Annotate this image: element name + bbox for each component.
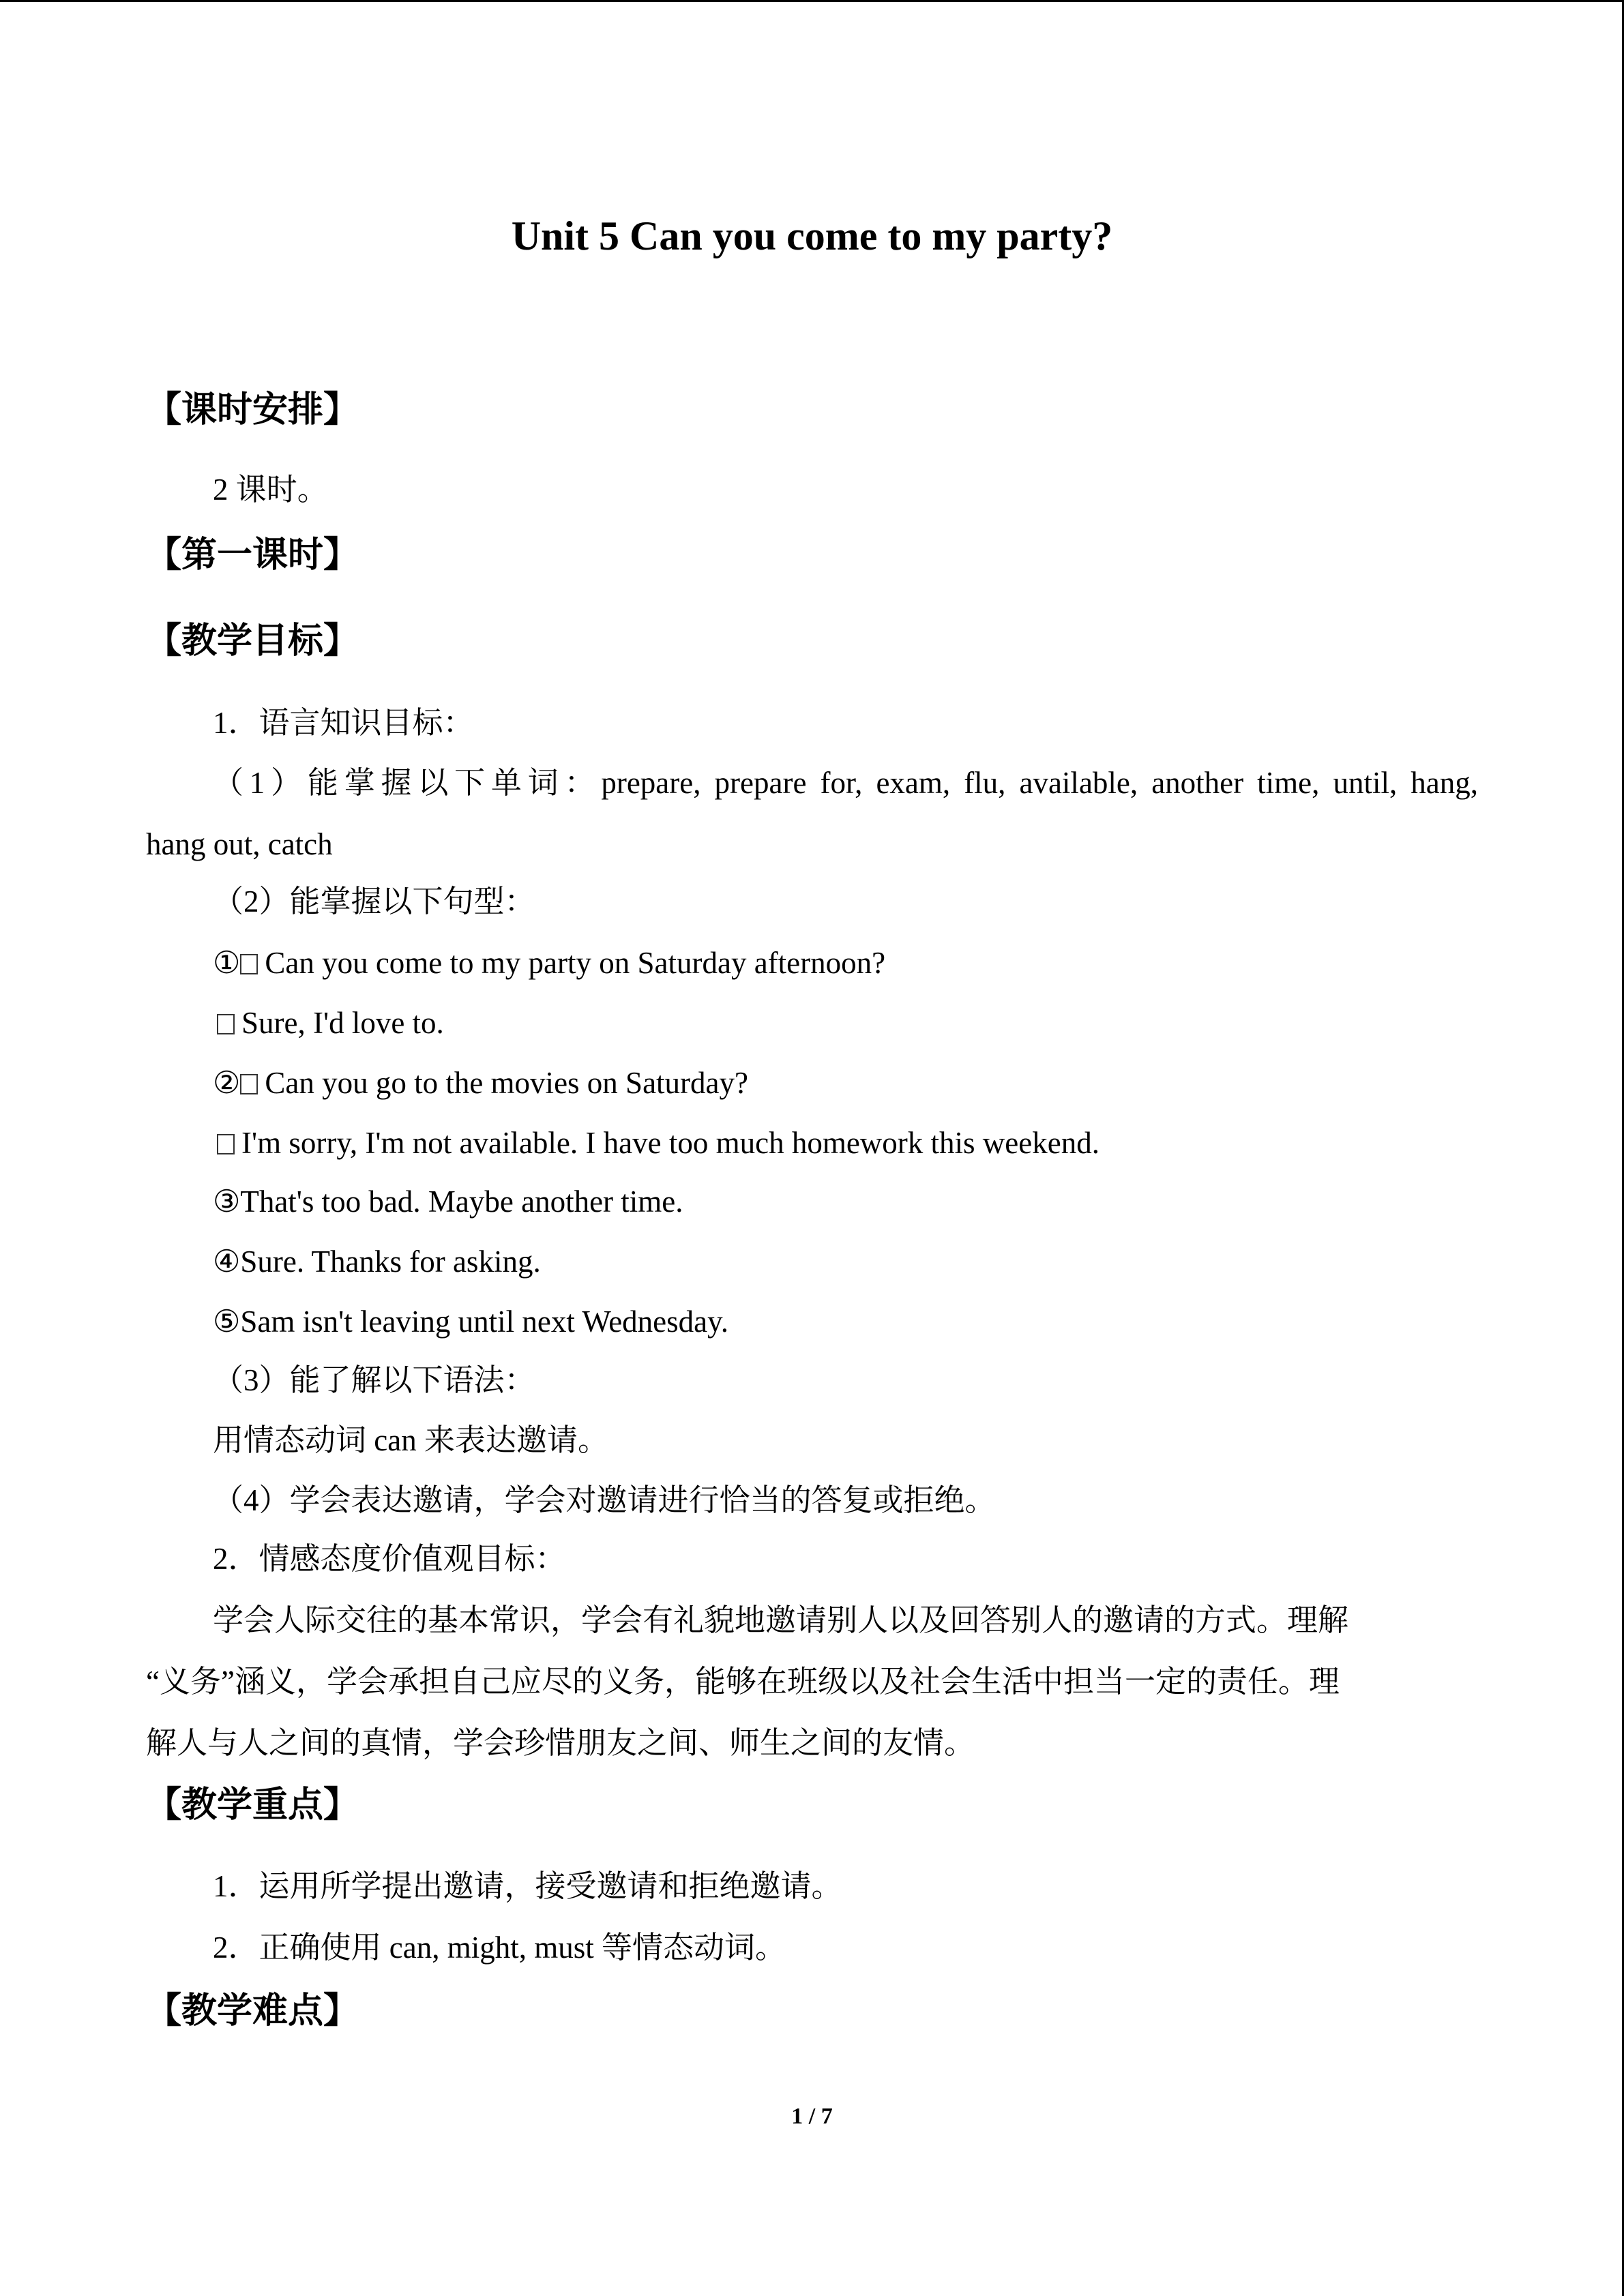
box-glyph xyxy=(217,1014,235,1034)
objective-sentences-label: （2）能掌握以下句型： xyxy=(213,884,535,919)
objective-vocab-line2: hang out, catch xyxy=(146,827,333,861)
objective-grammar-text: 用情态动词 can 来表达邀请。 xyxy=(213,1423,608,1457)
heading-key-points: 【教学重点】 xyxy=(146,1785,359,1825)
schedule-text: 2 课时。 xyxy=(213,473,328,507)
box-glyph xyxy=(240,954,258,974)
sentence-3: ③That's too bad. Maybe another time. xyxy=(213,1184,683,1219)
objective-vocab-line1: （1）能掌握以下单词：prepare, prepare for, exam, flu, available, another time, until, hang, xyxy=(213,766,1478,800)
key-point-1: 1．运用所学提出邀请，接受邀请和拒绝邀请。 xyxy=(213,1869,842,1903)
objective-grammar-label: （3）能了解以下语法： xyxy=(213,1363,535,1397)
objective-item-2-line3: 解人与人之间的真情，学会珍惜朋友之间、师生之间的友情。 xyxy=(146,1726,975,1760)
objective-item-2-line2: “义务”涵义，学会承担自己应尽的义务，能够在班级以及社会生活中担当一定的责任。理 xyxy=(146,1665,1340,1699)
box-glyph xyxy=(217,1134,235,1154)
sentence-1-text: Can you come to my party on Saturday afternoon? xyxy=(265,946,886,980)
page-number: 1 / 7 xyxy=(791,2104,833,2129)
sentence-2-number: ② xyxy=(213,1066,241,1100)
heading-schedule: 【课时安排】 xyxy=(146,389,359,430)
objective-invitation: （4）学会表达邀请，学会对邀请进行恰当的答复或拒绝。 xyxy=(213,1483,996,1517)
box-glyph xyxy=(240,1074,258,1094)
sentence-2-reply xyxy=(217,1122,1099,1163)
heading-difficulties: 【教学难点】 xyxy=(146,1991,359,2031)
key-point-2: 2．正确使用 can, might, must 等情态动词。 xyxy=(213,1930,786,1965)
objective-item-1: 1．语言知识目标： xyxy=(213,706,474,740)
objective-item-2-line1: 学会人际交往的基本常识，学会有礼貌地邀请别人以及回答别人的邀请的方式。理解 xyxy=(213,1603,1349,1637)
sentence-1-number: ① xyxy=(213,946,241,980)
objective-item-2: 2．情感态度价值观目标： xyxy=(213,1542,566,1576)
sentence-5: ⑤Sam isn't leaving until next Wednesday. xyxy=(213,1304,728,1339)
sentence-1 xyxy=(213,942,885,983)
heading-objectives: 【教学目标】 xyxy=(146,621,359,661)
sentence-4: ④Sure. Thanks for asking. xyxy=(213,1244,541,1279)
sentence-2 xyxy=(213,1062,748,1103)
sentence-1-reply xyxy=(217,1002,444,1043)
sentence-2-text: Can you go to the movies on Saturday? xyxy=(265,1066,748,1100)
page-border-top xyxy=(0,0,1624,2)
heading-lesson1: 【第一课时】 xyxy=(146,535,359,576)
sentence-1-reply-text: Sure, I'd love to. xyxy=(241,1006,444,1040)
sentence-2-reply-text: I'm sorry, I'm not available. I have too much homework this weekend. xyxy=(241,1126,1099,1160)
document-title: Unit 5 Can you come to my party? xyxy=(511,213,1113,258)
